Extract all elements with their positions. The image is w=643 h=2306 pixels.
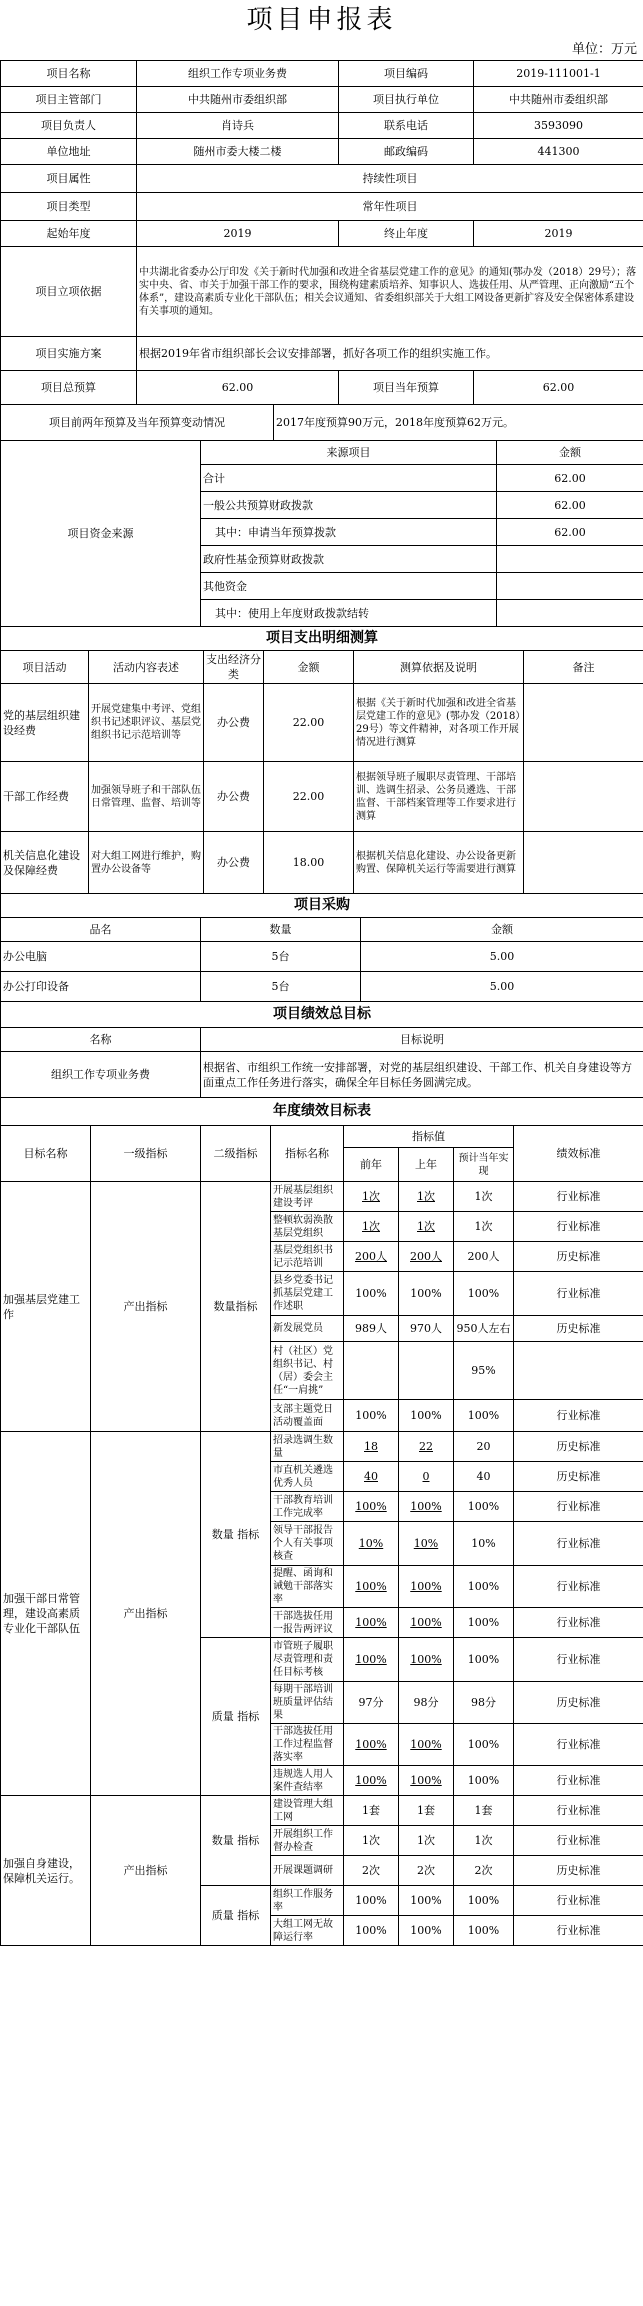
value-prev-year: 100% — [344, 1608, 399, 1638]
value-est-current: 100% — [454, 1724, 514, 1766]
type-value: 常年性项目 — [137, 193, 643, 221]
amount: 22.00 — [264, 684, 354, 762]
item-amount: 5.00 — [361, 942, 643, 972]
value-prev-year: 1套 — [344, 1796, 399, 1826]
start-year-label: 起始年度 — [1, 221, 137, 247]
value-prev-year — [344, 1342, 399, 1400]
value-prev-year: 18 — [344, 1432, 399, 1462]
project-code-value: 2019-111001-1 — [474, 61, 643, 87]
level1-indicator: 产出指标 — [91, 1182, 201, 1432]
fund-source-item: 一般公共预算财政拨款 — [201, 492, 497, 519]
overall-goal-table — [0, 1001, 643, 1098]
indicator-name: 整顿软弱涣散基层党组织 — [271, 1212, 344, 1242]
expense-detail-table — [0, 626, 643, 894]
fund-header-source: 来源项目 — [201, 441, 497, 465]
end-year-label: 终止年度 — [339, 221, 474, 247]
value-prev-year: 40 — [344, 1462, 399, 1492]
indicator-name: 村（社区）党组织书记、村（居）委会主任“一肩挑” — [271, 1342, 344, 1400]
value-est-current: 1套 — [454, 1796, 514, 1826]
project-name-value: 组织工作专项业务费 — [137, 61, 339, 87]
value-est-current: 1次 — [454, 1826, 514, 1856]
expense-section-title: 项目支出明细测算 — [1, 627, 643, 651]
value-last-year: 2次 — [399, 1856, 454, 1886]
table-row — [1, 942, 643, 972]
performance-standard: 行业标准 — [514, 1766, 643, 1796]
col-header: 金额 — [361, 918, 643, 942]
economic-class: 办公费 — [204, 684, 264, 762]
end-year-value: 2019 — [474, 221, 643, 247]
col-header: 预计当年实现 — [454, 1148, 514, 1182]
goal-desc: 根据省、市组织工作统一安排部署，对党的基层组织建设、干部工作、机关自身建设等方面重点工作任务进行落实，确保全年目标任务圆满完成。 — [201, 1052, 643, 1098]
start-year-value: 2019 — [137, 221, 339, 247]
value-est-current: 200人 — [454, 1242, 514, 1272]
indicator-name: 提醒、函询和诫勉干部落实率 — [271, 1566, 344, 1608]
value-last-year: 100% — [399, 1916, 454, 1946]
value-est-current: 100% — [454, 1492, 514, 1522]
budget-change-label: 项目前两年预算及当年预算变动情况 — [1, 405, 274, 441]
indicator-name: 市管班子履职尽责管理和责任目标考核 — [271, 1638, 344, 1682]
calc-basis: 根据领导班子履职尽责管理、干部培训、选调生招录、公务员遴选、干部监督、干部档案管理等工作要求进行测算 — [354, 762, 524, 832]
calc-basis: 根据《关于新时代加强和改进全省基层党建工作的意见》(鄂办发（2018）29号）等文件精神，对各项工作开展情况进行测算 — [354, 684, 524, 762]
total-budget-label: 项目总预算 — [1, 371, 137, 405]
fund-source-item: 其中：申请当年预算拨款 — [201, 519, 497, 546]
performance-standard: 历史标准 — [514, 1432, 643, 1462]
basic-info-table — [0, 60, 643, 441]
value-prev-year: 100% — [344, 1272, 399, 1316]
value-last-year: 100% — [399, 1400, 454, 1432]
col-header: 测算依据及说明 — [354, 651, 524, 684]
col-header: 目标名称 — [1, 1126, 91, 1182]
performance-standard: 行业标准 — [514, 1272, 643, 1316]
value-prev-year: 100% — [344, 1492, 399, 1522]
activity-content: 加强领导班子和干部队伍日常管理、监督、培训等 — [89, 762, 204, 832]
performance-standard: 行业标准 — [514, 1638, 643, 1682]
item-qty: 5台 — [201, 972, 361, 1002]
value-est-current: 1次 — [454, 1212, 514, 1242]
table-row — [1, 1796, 643, 1826]
amount: 18.00 — [264, 832, 354, 894]
value-est-current: 100% — [454, 1272, 514, 1316]
annual-performance-table — [0, 1097, 643, 1946]
value-last-year: 100% — [399, 1566, 454, 1608]
col-header: 一级指标 — [91, 1126, 201, 1182]
value-last-year: 100% — [399, 1886, 454, 1916]
activity: 干部工作经费 — [1, 762, 89, 832]
indicator-name: 市直机关遴选优秀人员 — [271, 1462, 344, 1492]
value-last-year: 100% — [399, 1638, 454, 1682]
plan-value: 根据2019年省市组织部长会议安排部署，抓好各项工作的组织实施工作。 — [137, 337, 643, 371]
fund-source-item: 其他资金 — [201, 573, 497, 600]
dept-value: 中共随州市委组织部 — [137, 87, 339, 113]
value-prev-year: 10% — [344, 1522, 399, 1566]
value-prev-year: 100% — [344, 1766, 399, 1796]
value-est-current: 95% — [454, 1342, 514, 1400]
col-header: 金额 — [264, 651, 354, 684]
fund-amount: 62.00 — [497, 465, 643, 492]
item-name: 办公电脑 — [1, 942, 201, 972]
performance-standard: 行业标准 — [514, 1182, 643, 1212]
level2-indicator: 质量 指标 — [201, 1638, 271, 1796]
table-row — [1, 1182, 643, 1212]
fund-amount — [497, 573, 643, 600]
value-est-current: 100% — [454, 1566, 514, 1608]
col-header: 二级指标 — [201, 1126, 271, 1182]
plan-label: 项目实施方案 — [1, 337, 137, 371]
calc-basis: 根据机关信息化建设、办公设备更新购置、保障机关运行等需要进行测算 — [354, 832, 524, 894]
attr-value: 持续性项目 — [137, 165, 643, 193]
value-prev-year: 100% — [344, 1916, 399, 1946]
fund-source-table — [0, 440, 643, 627]
note — [524, 684, 643, 762]
fund-source-item: 其中：使用上年度财政拨款结转 — [201, 600, 497, 627]
value-last-year: 10% — [399, 1522, 454, 1566]
exec-unit-value: 中共随州市委组织部 — [474, 87, 643, 113]
value-prev-year: 1次 — [344, 1182, 399, 1212]
indicator-name: 违规选人用人案件查结率 — [271, 1766, 344, 1796]
performance-standard: 行业标准 — [514, 1566, 643, 1608]
performance-standard: 行业标准 — [514, 1400, 643, 1432]
indicator-name: 每期干部培训班质量评估结果 — [271, 1682, 344, 1724]
value-prev-year: 100% — [344, 1724, 399, 1766]
performance-standard: 历史标准 — [514, 1462, 643, 1492]
level2-indicator: 数量指标 — [201, 1182, 271, 1432]
performance-standard: 历史标准 — [514, 1242, 643, 1272]
exec-unit-label: 项目执行单位 — [339, 87, 474, 113]
col-header: 备注 — [524, 651, 643, 684]
performance-standard: 行业标准 — [514, 1916, 643, 1946]
table-row — [1, 684, 643, 762]
performance-standard: 行业标准 — [514, 1724, 643, 1766]
performance-standard: 行业标准 — [514, 1212, 643, 1242]
table-row — [1, 1432, 643, 1462]
performance-standard: 历史标准 — [514, 1682, 643, 1724]
zip-label: 邮政编码 — [339, 139, 474, 165]
value-last-year: 200人 — [399, 1242, 454, 1272]
col-header: 上年 — [399, 1148, 454, 1182]
indicator-name: 新发展党员 — [271, 1316, 344, 1342]
value-est-current: 2次 — [454, 1856, 514, 1886]
col-header: 指标名称 — [271, 1126, 344, 1182]
project-code-label: 项目编码 — [339, 61, 474, 87]
item-qty: 5台 — [201, 942, 361, 972]
performance-standard: 历史标准 — [514, 1316, 643, 1342]
fund-source-item: 合计 — [201, 465, 497, 492]
activity: 党的基层组织建设经费 — [1, 684, 89, 762]
fund-source-item: 政府性基金预算财政拨款 — [201, 546, 497, 573]
value-est-current: 40 — [454, 1462, 514, 1492]
table-row — [1, 972, 643, 1002]
activity: 机关信息化建设及保障经费 — [1, 832, 89, 894]
col-header: 支出经济分类 — [204, 651, 264, 684]
col-header: 数量 — [201, 918, 361, 942]
activity-content: 开展党建集中考评、党组织书记述职评议、基层党组织书记示范培训等 — [89, 684, 204, 762]
value-prev-year: 1次 — [344, 1212, 399, 1242]
col-header: 品名 — [1, 918, 201, 942]
leader-label: 项目负责人 — [1, 113, 137, 139]
phone-label: 联系电话 — [339, 113, 474, 139]
year-budget-value: 62.00 — [474, 371, 643, 405]
col-header: 活动内容表述 — [89, 651, 204, 684]
value-prev-year: 97分 — [344, 1682, 399, 1724]
value-est-current: 20 — [454, 1432, 514, 1462]
value-last-year — [399, 1342, 454, 1400]
indicator-name: 干部选拔任用一报告两评议 — [271, 1608, 344, 1638]
value-est-current: 100% — [454, 1766, 514, 1796]
indicator-name: 干部选拔任用工作过程监督落实率 — [271, 1724, 344, 1766]
value-last-year: 1次 — [399, 1826, 454, 1856]
indicator-name: 县乡党委书记抓基层党建工作述职 — [271, 1272, 344, 1316]
col-header: 前年 — [344, 1148, 399, 1182]
value-est-current: 100% — [454, 1886, 514, 1916]
value-est-current: 100% — [454, 1916, 514, 1946]
fund-amount: 62.00 — [497, 519, 643, 546]
value-last-year: 100% — [399, 1724, 454, 1766]
value-est-current: 100% — [454, 1608, 514, 1638]
level2-indicator: 质量 指标 — [201, 1886, 271, 1946]
indicator-name: 开展基层组织建设考评 — [271, 1182, 344, 1212]
budget-change-value: 2017年度预算90万元，2018年度预算62万元。 — [274, 405, 643, 441]
purchase-section-title: 项目采购 — [1, 894, 643, 918]
indicator-name: 支部主题党日活动覆盖面 — [271, 1400, 344, 1432]
col-header: 项目活动 — [1, 651, 89, 684]
fund-amount — [497, 600, 643, 627]
value-est-current: 100% — [454, 1400, 514, 1432]
performance-standard: 行业标准 — [514, 1522, 643, 1566]
value-est-current: 98分 — [454, 1682, 514, 1724]
year-budget-label: 项目当年预算 — [339, 371, 474, 405]
zip-value: 441300 — [474, 139, 643, 165]
col-header: 绩效标准 — [514, 1126, 643, 1182]
value-last-year: 1套 — [399, 1796, 454, 1826]
dept-label: 项目主管部门 — [1, 87, 137, 113]
value-prev-year: 100% — [344, 1566, 399, 1608]
level1-indicator: 产出指标 — [91, 1796, 201, 1946]
level1-indicator: 产出指标 — [91, 1432, 201, 1796]
table-row — [1, 762, 643, 832]
value-last-year: 100% — [399, 1492, 454, 1522]
performance-standard — [514, 1342, 643, 1400]
page-title: 项目申报表 — [246, 5, 397, 35]
project-name-label: 项目名称 — [1, 61, 137, 87]
value-last-year: 970人 — [399, 1316, 454, 1342]
basis-value: 中共湖北省委办公厅印发《关于新时代加强和改进全省基层党建工作的意见》的通知(鄂办发（2018）29号）；落实中央、省、市关于加强干部工作的要求，围绕构建素质培养、知事识人、选拔任用、从严管理、正向激励“五个体系”，建设高素质专业化干部队伍；相关会议通知、省委组织部关于大组工网设备更新扩容及安全保密体系建设有关事项的通知。 — [137, 247, 643, 337]
col-header: 指标值 — [344, 1126, 514, 1148]
indicator-name: 建设管理大组工网 — [271, 1796, 344, 1826]
activity-content: 对大组工网进行维护，购置办公设备等 — [89, 832, 204, 894]
note — [524, 762, 643, 832]
fund-amount: 62.00 — [497, 492, 643, 519]
value-prev-year: 2次 — [344, 1856, 399, 1886]
indicator-name: 组织工作服务率 — [271, 1886, 344, 1916]
performance-standard: 历史标准 — [514, 1856, 643, 1886]
value-last-year: 0 — [399, 1462, 454, 1492]
value-last-year: 1次 — [399, 1182, 454, 1212]
phone-value: 3593090 — [474, 113, 643, 139]
address-value: 随州市委大楼二楼 — [137, 139, 339, 165]
level2-indicator: 数量 指标 — [201, 1432, 271, 1638]
col-header: 目标说明 — [201, 1028, 643, 1052]
value-est-current: 100% — [454, 1638, 514, 1682]
purchase-table — [0, 893, 643, 1002]
value-est-current: 1次 — [454, 1182, 514, 1212]
fund-source-label: 项目资金来源 — [1, 441, 201, 627]
value-prev-year: 200人 — [344, 1242, 399, 1272]
value-prev-year: 989人 — [344, 1316, 399, 1342]
indicator-name: 基层党组织书记示范培训 — [271, 1242, 344, 1272]
goal-name: 加强自身建设，保障机关运行。 — [1, 1796, 91, 1946]
goal-name: 加强干部日常管理，建设高素质专业化干部队伍 — [1, 1432, 91, 1796]
value-est-current: 950人左右 — [454, 1316, 514, 1342]
indicator-name: 开展组织工作督办检查 — [271, 1826, 344, 1856]
value-prev-year: 100% — [344, 1400, 399, 1432]
indicator-name: 招录选调生数量 — [271, 1432, 344, 1462]
address-label: 单位地址 — [1, 139, 137, 165]
performance-standard: 行业标准 — [514, 1826, 643, 1856]
value-est-current: 10% — [454, 1522, 514, 1566]
attr-label: 项目属性 — [1, 165, 137, 193]
goal-name: 组织工作专项业务费 — [1, 1052, 201, 1098]
fund-amount — [497, 546, 643, 573]
item-name: 办公打印设备 — [1, 972, 201, 1002]
value-prev-year: 100% — [344, 1638, 399, 1682]
total-budget-value: 62.00 — [137, 371, 339, 405]
goal-section-title: 项目绩效总目标 — [1, 1002, 643, 1028]
col-header: 名称 — [1, 1028, 201, 1052]
performance-standard: 行业标准 — [514, 1492, 643, 1522]
value-last-year: 98分 — [399, 1682, 454, 1724]
amount: 22.00 — [264, 762, 354, 832]
economic-class: 办公费 — [204, 832, 264, 894]
item-amount: 5.00 — [361, 972, 643, 1002]
level2-indicator: 数量 指标 — [201, 1796, 271, 1886]
value-last-year: 100% — [399, 1766, 454, 1796]
performance-standard: 行业标准 — [514, 1886, 643, 1916]
indicator-name: 领导干部报告个人有关事项核查 — [271, 1522, 344, 1566]
performance-standard: 行业标准 — [514, 1608, 643, 1638]
fund-header-amount: 金额 — [497, 441, 643, 465]
table-row — [1, 832, 643, 894]
unit-label: 单位：万元 — [571, 42, 637, 57]
indicator-name: 大组工网无故障运行率 — [271, 1916, 344, 1946]
type-label: 项目类型 — [1, 193, 137, 221]
value-prev-year: 100% — [344, 1886, 399, 1916]
value-last-year: 22 — [399, 1432, 454, 1462]
value-prev-year: 1次 — [344, 1826, 399, 1856]
value-last-year: 100% — [399, 1608, 454, 1638]
value-last-year: 1次 — [399, 1212, 454, 1242]
indicator-name: 干部教育培训工作完成率 — [271, 1492, 344, 1522]
goal-name: 加强基层党建工作 — [1, 1182, 91, 1432]
leader-value: 肖诗兵 — [137, 113, 339, 139]
note — [524, 832, 643, 894]
annual-section-title: 年度绩效目标表 — [1, 1098, 643, 1126]
economic-class: 办公费 — [204, 762, 264, 832]
basis-label: 项目立项依据 — [1, 247, 137, 337]
indicator-name: 开展课题调研 — [271, 1856, 344, 1886]
performance-standard: 行业标准 — [514, 1796, 643, 1826]
value-last-year: 100% — [399, 1272, 454, 1316]
